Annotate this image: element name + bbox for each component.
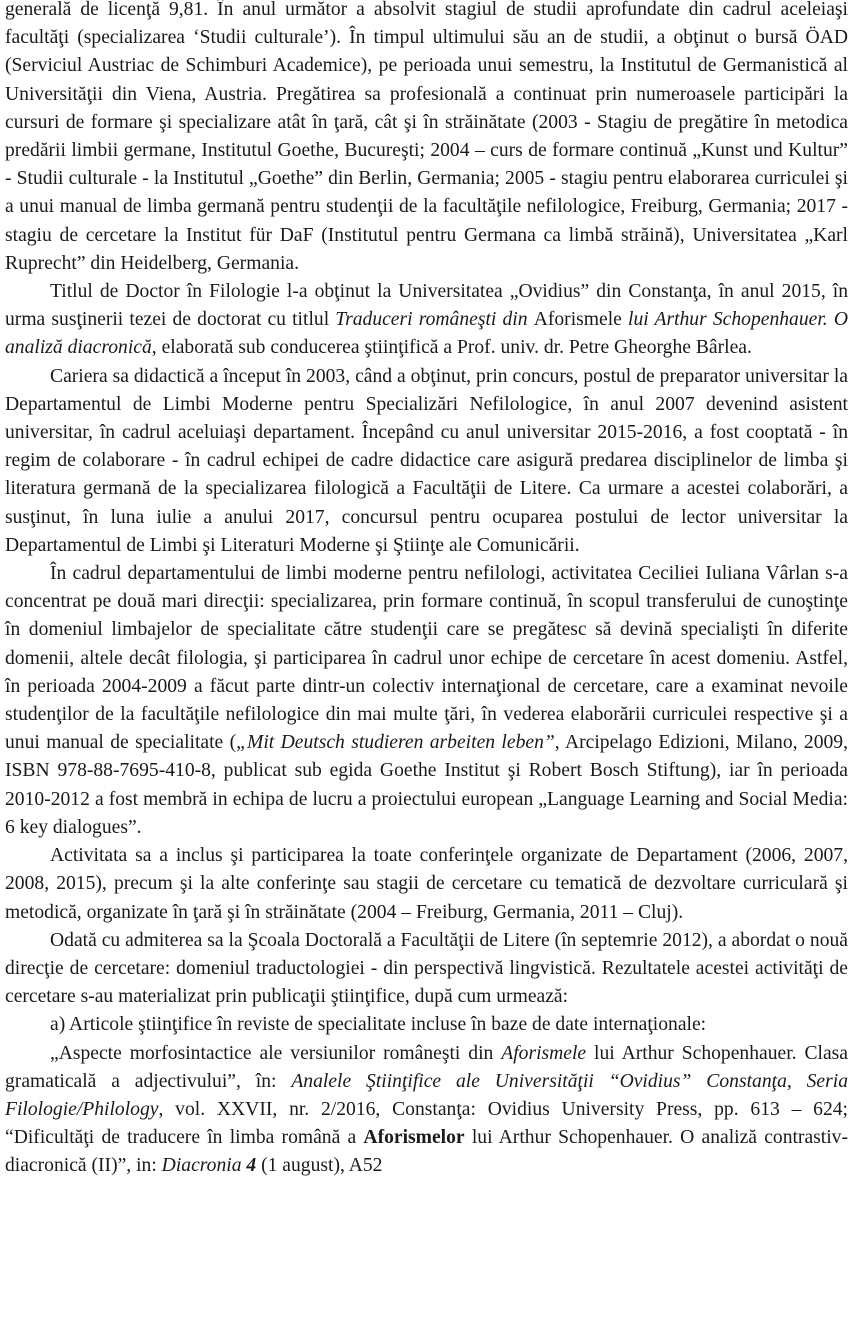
text-run: generală de licenţă 9,81. În anul următor a absolvit stagiul de studii aprofundate din cadrul aceleiaşi facultăţi (specializarea ‘Studii culturale’). În timpul ultimului său an de studii, a obţinut o bursă ÖAD (Serviciul Austriac de Schimburi Academice), pe perioada unui semestru, la Institutul de Germanistică al Universităţii din Viena, Austria. Pregătirea sa profesională a continuat prin numeroasele participări la cursuri de formare şi specializare atât în ţară, cât şi în străinătate (2003 - Stagiu de pregătire în metodica predării limbii germane, Institutul Goethe, Bucureşti; 2004 – curs de formare continuă „Kunst und Kultur” - Studii culturale - la Institutul „Goethe” din Berlin, Germania; 2005 - stagiu pentru elaborarea curriculei şi a unui manual de limba germană pentru studenţii de la facultăţile nefilologice, Freiburg, Germania; 2017 - stagiu de cercetare la Institut für DaF (Institutul pentru Germana ca limbă străină), Universitatea „Karl Ruprecht” din Heidelberg, Germania. [5, 0, 848, 274]
body-paragraph [5, 278, 848, 363]
text-run: Aforismele [533, 309, 622, 331]
text-run: Odată cu admiterea sa la Şcoala Doctorală a Facultăţii de Litere (în septemrie 2012), a abordat o nouă direcţie de cercetare: domeniul traductologiei - din perspectivă lingvistică. Rezultatele acestei activităţi de cercetare s-au materializat prin publicaţii ştiinţifice, după cum urmează: [5, 929, 848, 1008]
italic-text-run: Traduceri româneşti din [335, 309, 534, 331]
text-run: Cariera sa didactică a început în 2003, când a obţinut, prin concurs, postul de preparator universitar la Departamentul de Limbi Moderne pentru Specializări Nefilologice, în anul 2007 devenind asistent universitar, în cadrul aceluiaşi departament. Începând cu anul universitar 2015-2016, a fost cooptată - în regim de colaborare - în cadrul echipei de cadre didactice care asigură predarea disciplinelor de limba şi literatura germană de la specializarea filologică a Facultăţii de Litere. Ca urmare a acestei colaborări, a susţinut, în luna iulie a anului 2017, concursul pentru ocuparea postului de lector universitar la Departamentul de Limbi şi Literaturi Moderne şi Ştiinţe ale Comunicării. [5, 365, 848, 556]
italic-text-run: Analele Ştiinţifice ale Universităţii “Ovidius” Constanţa, Seria Filologie/Philology [5, 1070, 848, 1120]
italic-text-run: Aforismele [501, 1042, 587, 1064]
body-paragraph [5, 927, 848, 1012]
italic-text-run: Diacronia [161, 1155, 247, 1177]
text-run: În cadrul departamentului de limbi moderne pentru nefilologi, activitatea Ceciliei Iuliana Vârlan s-a concentrat pe două mari direcţii: specializarea, prin formare continuă, în scopul transferului de cunoştinţe în domeniul limbajelor de specialitate către studenţii care se pregătesc să devină specialişti în diferite domenii, altele decât filologia, şi participarea în cadrul unor echipe de cercetare în acest domeniu. Astfel, în perioada 2004-2009 a făcut parte dintr-un colectiv internaţional de cercetare, care a examinat nevoile studenţilor de la facultăţile nefilologice din mai multe ţări, în vederea elaborării curriculei respective şi a unui manual de specialitate ( [5, 563, 848, 754]
body-paragraph [5, 1011, 848, 1039]
text-run: , Arcipelago Edizioni, Milano, 2009, ISBN 978-88-7695-410-8, publicat sub egida Goethe Institut şi Robert Bosch Stiftung), iar în perioada 2010-2012 a fost membră in echipa de lucru a proiectului european „Language Learning and Social Media: 6 key dialogues”. [5, 732, 848, 838]
bold-text-run: Aforismelor [363, 1127, 465, 1149]
body-paragraph [5, 842, 848, 927]
text-run: , vol. XXVII, nr. 2/2016, Constanţa: Ovidius University Press, pp. 613 – 624; “Dificultăţi de traducere în limba română a [5, 1098, 848, 1149]
text-run: a) Articole ştiinţifice în reviste de specialitate incluse în baze de date internaţionale: [50, 1014, 707, 1036]
body-paragraph [5, 363, 848, 560]
italic-text-run: „Mit Deutsch studieren arbeiten leben” [236, 732, 555, 754]
text-run: (1 august), A52 [256, 1155, 383, 1177]
text-run: „Aspecte morfosintactice ale versiunilor româneşti din [50, 1042, 502, 1064]
body-paragraph [5, 1040, 848, 1181]
body-paragraph [5, 0, 848, 278]
text-run: , elaborată sub conducerea ştiinţifică a Prof. univ. dr. Petre Gheorghe Bârlea. [151, 337, 752, 359]
italic-text-run: lui Arthur Schopenhauer. O analiză diacronică [5, 309, 848, 359]
text-run: Activitata sa a inclus şi participarea la toate conferinţele organizate de Departament (2006, 2007, 2008, 2015), precum şi la alte conferinţe sau stagii de cercetare cu tematică de dezvoltare curriculară şi metodică, organizate în ţară şi în străinătate (2004 – Freiburg, Germania, 2011 – Cluj). [5, 845, 848, 923]
text-run: Titlul de Doctor în Filologie l-a obţinut la Universitatea „Ovidius” din Constanţa, în anul 2015, în urma susţinerii tezei de doctorat cu titlul [5, 281, 848, 331]
text-run: lui Arthur Schopenhauer. Clasa gramaticală a adjectivului”, în: [5, 1042, 848, 1092]
text-run: lui Arthur Schopenhauer. O analiză contrastiv-diacronică (II)”, in: [5, 1127, 848, 1177]
body-paragraph [5, 560, 848, 842]
bold-italic-text-run: 4 [246, 1155, 257, 1177]
